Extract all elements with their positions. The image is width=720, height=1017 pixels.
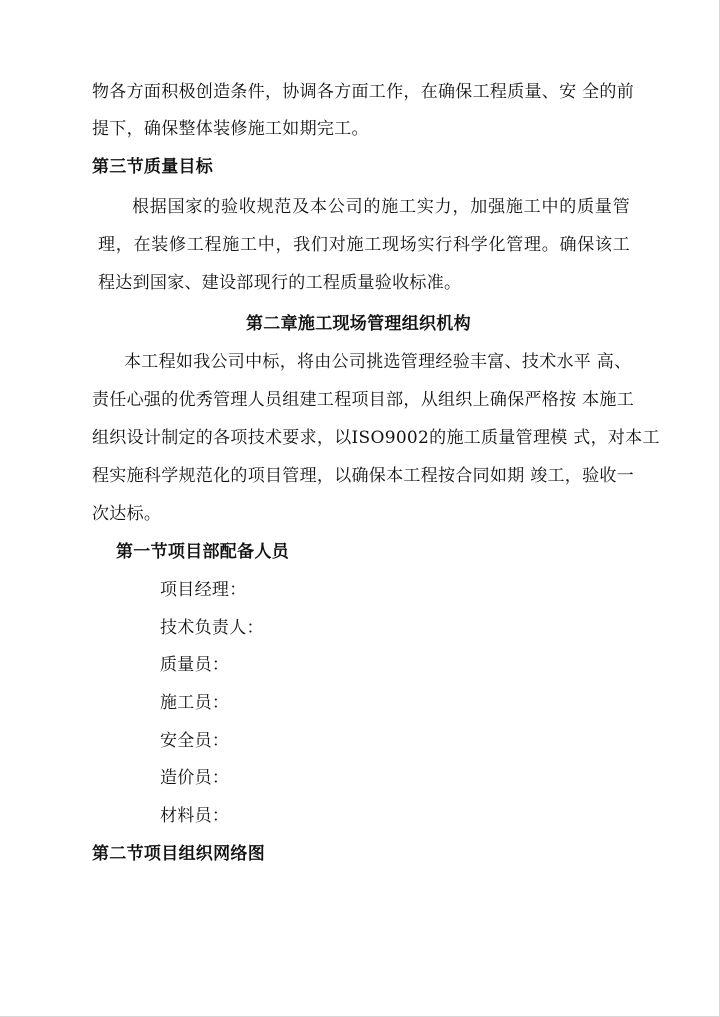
section-2-heading: 第二节项目组织网络图 bbox=[92, 844, 265, 864]
staff-item-project-manager: 项目经理： bbox=[160, 580, 247, 600]
staff-item-construction-officer: 施工员： bbox=[160, 693, 230, 713]
chapter-2-heading: 第二章施工现场管理组织机构 bbox=[246, 314, 471, 334]
paragraph-2-line-2: 理，在装修工程施工中，我们对施工现场实行科学化管理。确保该工 bbox=[98, 235, 630, 255]
paragraph-3-line-2: 责任心强的优秀管理人员组建工程项目部，从组织上确保严格按 本施工 bbox=[92, 390, 635, 410]
paragraph-2-line-3: 程达到国家、建设部现行的工程质量验收标准。 bbox=[98, 273, 462, 293]
paragraph-1-line-2: 提下，确保整体装修施工如期完工。 bbox=[92, 119, 369, 139]
staff-item-quality-officer: 质量员： bbox=[160, 655, 230, 675]
paragraph-3-line-4: 程实施科学规范化的项目管理，以确保本工程按合同如期 竣工，验收一 bbox=[92, 466, 635, 486]
paragraph-1-line-1: 物各方面积极创造条件，协调各方面工作，在确保工程质量、安 全的前 bbox=[92, 82, 635, 102]
staff-item-cost-officer: 造价员： bbox=[160, 768, 230, 788]
staff-item-materials-officer: 材料员： bbox=[160, 806, 230, 826]
paragraph-3-line-5: 次达标。 bbox=[92, 504, 162, 524]
staff-item-technical-lead: 技术负责人： bbox=[160, 618, 264, 638]
section-1-heading: 第一节项目部配备人员 bbox=[116, 542, 289, 562]
section-3-heading: 第三节质量目标 bbox=[92, 157, 214, 177]
paragraph-2-line-1: 根据国家的验收规范及本公司的施工实力，加强施工中的质量管 bbox=[132, 197, 630, 217]
paragraph-3-line-3: 组织设计制定的各项技术要求，以ISO9002的施工质量管理模 式，对本工 bbox=[92, 428, 660, 448]
staff-item-safety-officer: 安全员： bbox=[160, 731, 230, 751]
paragraph-3-line-1: 本工程如我公司中标，将由公司挑选管理经验丰富、技术水平 高、 bbox=[124, 352, 632, 372]
